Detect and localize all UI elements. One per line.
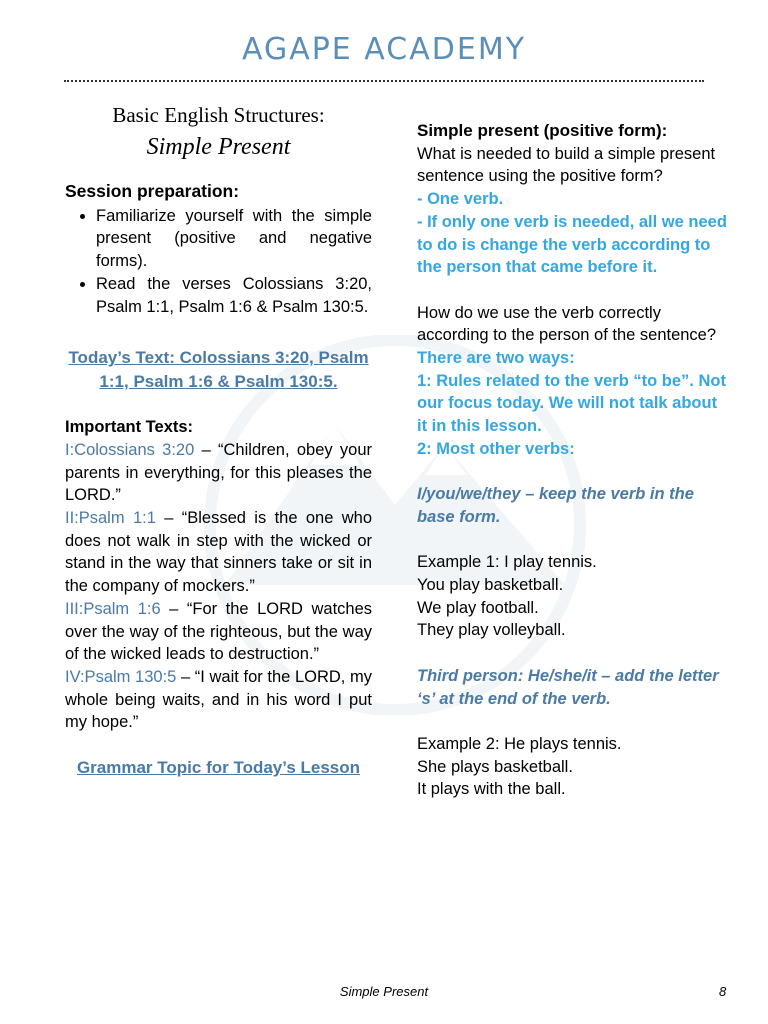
example-1-line: Example 1: I play tennis.	[417, 553, 597, 572]
verse-text: – “For the LORD watches over the way of the righteous, but the way of the wicked leads to destruction.”	[65, 599, 373, 664]
example-1-line: They play volleyball.	[417, 621, 566, 640]
verse-text: – “Children, obey your parents in everything, for this pleases the LORD.”	[65, 440, 372, 505]
verse-reference: III:Psalm 1:6	[65, 599, 161, 618]
example-1-line: You play basketball.	[417, 576, 564, 595]
question-1: What is needed to build a simple present sentence using the positive form?	[417, 144, 716, 186]
list-item: • Read the verses Colossians 3:20, Psalm 1:1, Psalm 1:6 & Psalm 130:5.	[96, 273, 372, 318]
verse-text: – “I wait for the LORD, my whole being waits, and in his word I put my hope.”	[65, 667, 373, 732]
lesson-series-title: Basic English Structures:	[112, 103, 325, 127]
verse-2	[65, 507, 372, 598]
way-1: 1: Rules related to the verb “to be”. Not our focus today. We will not talk about it in this lesson.	[417, 371, 726, 436]
verse-reference: I:Colossians 3:20	[65, 440, 195, 459]
footer-title: Simple Present	[339, 984, 429, 999]
rule-third-person: Third person: He/she/it – add the letter ‘s’ at the end of the verb.	[417, 666, 719, 708]
way-2: 2: Most other verbs:	[417, 439, 575, 458]
left-column	[65, 100, 372, 780]
example-2-line: It plays with the ball.	[417, 780, 566, 799]
example-1-line: We play football.	[417, 598, 539, 617]
page-header-title: AGAPE ACADEMY	[241, 32, 527, 67]
preparation-list	[65, 205, 372, 319]
list-item: • Familiarize yourself with the simple present (positive and negative forms).	[96, 205, 372, 273]
verse-3	[65, 598, 372, 666]
important-texts-heading: Important Texts:	[65, 418, 194, 437]
grammar-topic-link[interactable]: Grammar Topic for Today’s Lesson	[76, 758, 361, 778]
page-number: 8	[719, 984, 727, 999]
answer-change-verb: - If only one verb is needed, all we need to do is change the verb according to the person that came before it.	[417, 212, 727, 277]
todays-text-link[interactable]: Today’s Text: Colossians 3:20, Psalm 1:1, Psalm 1:6 & Psalm 130:5.	[68, 348, 369, 392]
lesson-title: Simple Present	[146, 134, 291, 160]
verse-text: – “Blessed is the one who does not walk in step with the wicked or stand in the way that sinners take or sit in the company of mockers.”	[65, 509, 372, 596]
answer-one-verb: - One verb.	[417, 190, 504, 209]
verse-reference: IV:Psalm 130:5	[65, 667, 177, 686]
question-2: How do we use the verb correctly according to the person of the sentence?	[417, 303, 717, 345]
verse-1	[65, 439, 372, 507]
rule-base-form: I/you/we/they – keep the verb in the base form.	[417, 485, 694, 526]
simple-present-heading: Simple present (positive form):	[417, 121, 668, 140]
header-divider	[64, 80, 704, 82]
verse-4	[65, 666, 372, 734]
verse-reference: II:Psalm 1:1	[65, 509, 156, 528]
two-ways-label: There are two ways:	[417, 349, 575, 368]
session-preparation-heading: Session preparation:	[65, 181, 240, 201]
example-2-line: Example 2: He plays tennis.	[417, 734, 622, 753]
right-column	[417, 120, 727, 801]
example-2-line: She plays basketball.	[417, 757, 573, 776]
